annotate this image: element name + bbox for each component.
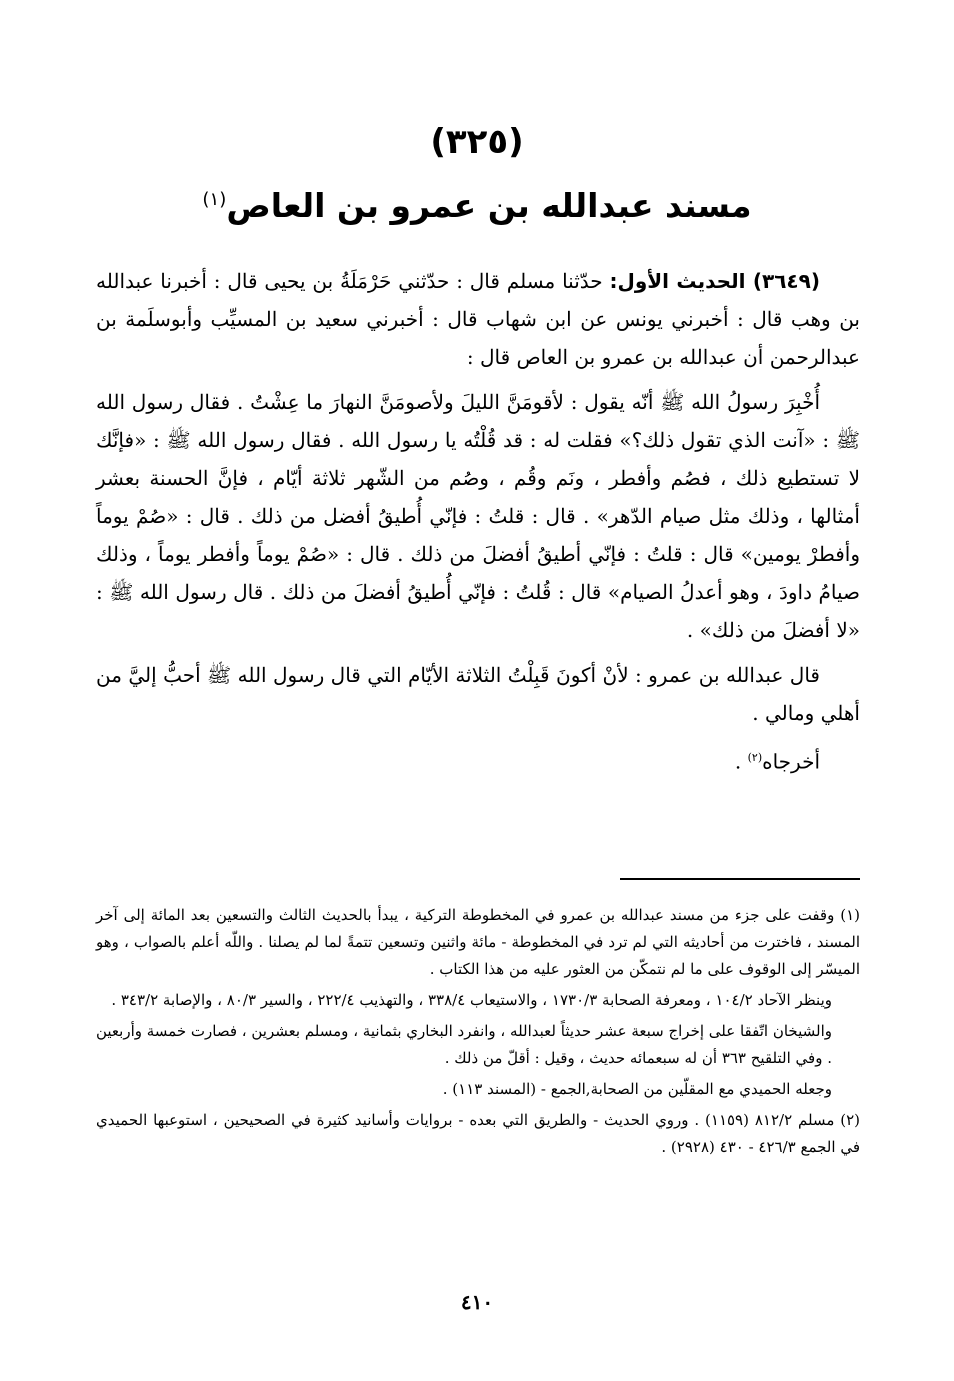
footnotes xyxy=(96,902,860,1165)
title-footnote-ref[interactable]: (١) xyxy=(202,189,227,210)
footnote-separator xyxy=(620,878,860,880)
takhrij-end: . xyxy=(734,749,748,774)
page-number: ٤١٠ xyxy=(460,1290,494,1314)
hadith-closing-paragraph: قال عبدالله بن عمرو : لأنْ أكونَ قَبِلْتُ الثلاثة الأيّام التي قال رسول الله ﷺ أحبُّ إليَّ من أهلي ومالي . xyxy=(96,663,860,725)
title-text: مسند عبدالله بن عمرو بن العاص xyxy=(226,186,752,225)
hadith-isnad-paragraph xyxy=(96,262,860,376)
takhrij-text: أخرجاه xyxy=(762,749,820,774)
footnote-2: (٢) مسلم ٨١٢/٢ (١١٥٩) . وروي الحديث - والطريق التي بعده - بروايات وأسانيد كثيرة في الصحيحين ، استوعبها الحميدي في الجمع ٤٢٦/٣ - ٤٣٠ (٢٩٢٨) . xyxy=(96,1111,860,1156)
chapter-number: (٣٢٥) xyxy=(430,122,524,162)
footnote-1-counts: والشيخان اتّفقا على إخراج سبعة عشر حديثاً لعبدالله ، وانفرد البخاري بثمانية ، ومسلم بعشرين ، فصارت خمسة وأربعين . وفي التلقيح ٣٦٣ أن له سبعمائه حديث ، وقيل : أقلّ من ذلك . xyxy=(95,1022,832,1067)
isnad-text: حدّثنا مسلم قال : حدّثني حَرْمَلَةُ بن يحيى قال : أخبرنا عبدالله بن وهب قال : أخبرني يونس عن ابن شهاب قال : أخبرني سعيد بن المسيِّب وأبوسلَمة بن عبدالرحمن أن عبدالله بن عمرو بن العاص قال : xyxy=(96,269,860,369)
takhrij-line xyxy=(96,739,860,781)
footnote-1-references: وينظر الآحاد ١٠٤/٢ ، ومعرفة الصحابة ١٧٣٠/٣ ، والاستيعاب ٣٣٨/٤ ، والتهذيب ٢٢٢/٤ ، والسير ٨٠/٣ ، والإصابة ٣٤٣/٢ . xyxy=(111,991,832,1009)
hadith-matn-paragraph: أُخْبِرَ رسولُ الله ﷺ أنّه يقول : لأقومَنَّ الليلَ ولأصومَنَّ النهارَ ما عِشْتُ . فقال رسول الله ﷺ : «آنت الذي تقول ذلك؟» فقلت له : قد قُلْتُه يا رسول الله . فقال رسول الله ﷺ : «فإنَّك لا تستطيع ذلك ، فصُم وأفطر ، ونَم وقُم ، وصُم من الشّهر ثلاثة أيّام ، فإنَّ الحسنة بعشر أمثالها ، وذلك مثل صيام الدّهر» . قال : قلتُ : فإنّي أُطيقُ أفضل من ذلك . قال : «صُمْ يوماً وأفطرْ يومين» قال : قلتُ : فإنّي أطيقُ أفضلَ من ذلك . قال : «صُمْ يوماً وأفطر يوماً ، وذلك صيامُ داودَ ، وهو أعدلُ الصيام» قال : قُلتُ : فإنّي أُطيقُ أفضلَ من ذلك . قال رسول الله ﷺ : «لا أفضلَ من ذلك» . xyxy=(96,390,860,642)
footnote-1: (١) وقفت على جزء من مسند عبدالله بن عمرو في المخطوطة التركية ، يبدأ بالحديث الثالث والتسعين بعد المائة إلى آخر المسند ، فاخترت من أحاديثه التي لم ترد في المخطوطة - مائة واثنين وتسعين تتمةً لما لم يصلنا . واللّه أعلم بالصواب ، وهو الميسّر إلى الوقوف على ما لم نتمكّن من العثور عليه من هذا الكتاب . xyxy=(96,906,860,978)
page-title xyxy=(0,186,954,225)
footnote-1-humaidi: وجعله الحميدي مع المقلّين من الصحابة,الجمع - (المسند ١١٣) . xyxy=(442,1080,832,1098)
takhrij-footnote-ref[interactable]: (٢) xyxy=(747,751,763,764)
hadith-text xyxy=(96,262,860,788)
hadith-number-heading: (٣٦٤٩) الحديث الأول: xyxy=(609,269,820,293)
